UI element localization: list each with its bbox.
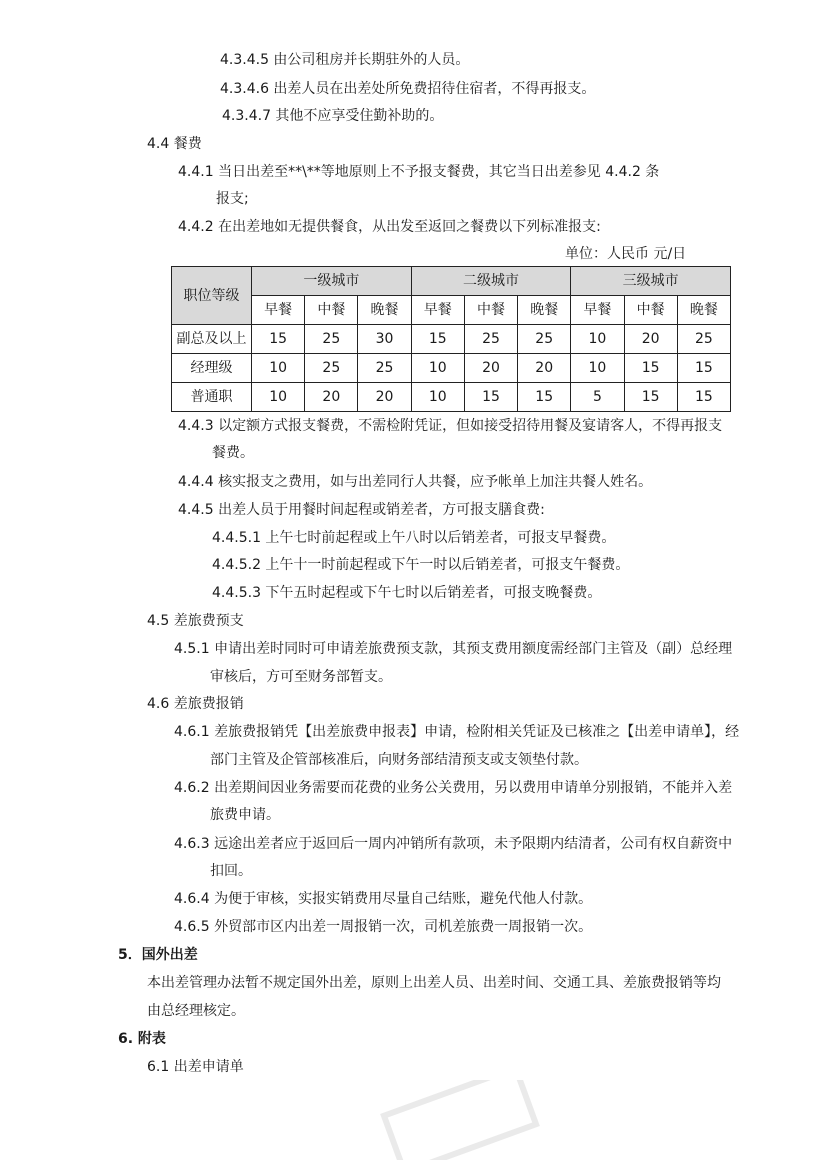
section-5-title: 5．国外出差 [118, 947, 198, 963]
table-row [172, 325, 731, 354]
table-row [172, 383, 731, 412]
table-cell: 20 [305, 383, 358, 412]
table-cell: 25 [518, 325, 571, 354]
clause-4-6-4: 4.6.4 为便于审核，实报实销费用尽量自己结账，避免代他人付款。 [174, 891, 593, 907]
clause-4-4-5: 4.4.5 出差人员于用餐时间起程或销差者，方可报支膳食费: [178, 502, 545, 518]
meal-header: 中餐 [464, 296, 517, 325]
section-5-body-line1: 本出差管理办法暂不规定国外出差，原则上出差人员、出差时间、交通工具、差旅费报销等均 [147, 975, 721, 991]
clause-4-5-1-line1: 4.5.1 申请出差时同时可申请差旅费预支款，其预支费用额度需经部门主管及（副）总经理 [174, 641, 733, 657]
meal-header: 中餐 [305, 296, 358, 325]
table-cell: 30 [358, 325, 411, 354]
clause-4-4-1-line2: 报支; [216, 191, 249, 207]
meal-header: 晚餐 [358, 296, 411, 325]
clause-4-3-4-6: 4.3.4.6 出差人员在出差处所免费招待住宿者，不得再报支。 [220, 81, 596, 97]
meal-allowance-table [171, 266, 731, 412]
clause-4-6-3-line1: 4.6.3 远途出差者应于返回后一周内冲销所有款项，未予限期内结清者，公司有权自薪资中 [174, 836, 733, 852]
table-cell: 15 [518, 383, 571, 412]
section-4-5-title: 4.5 差旅费预支 [147, 613, 244, 629]
table-row [172, 354, 731, 383]
city-header-tier1: 一级城市 [252, 267, 412, 296]
meal-header: 早餐 [571, 296, 624, 325]
clause-4-6-1-line2: 部门主管及企管部核准后，向财务部结清预支或支领垫付款。 [210, 752, 588, 768]
table-cell: 20 [358, 383, 411, 412]
table-cell: 15 [624, 354, 677, 383]
clause-4-4-1-line1: 4.4.1 当日出差至**\**等地原则上不予报支餐费，其它当日出差参见 4.4.2 条 [178, 164, 660, 180]
city-header-tier3: 三级城市 [571, 267, 731, 296]
section-6-title: 6. 附表 [118, 1031, 166, 1047]
clause-4-4-3-line2: 餐费。 [212, 445, 254, 461]
table-cell: 20 [624, 325, 677, 354]
clause-4-4-5-3: 4.4.5.3 下午五时起程或下午七时以后销差者，可报支晚餐费。 [212, 585, 602, 601]
clause-4-6-5: 4.6.5 外贸部市区内出差一周报销一次，司机差旅费一周报销一次。 [174, 919, 593, 935]
clause-4-6-2-line2: 旅费申请。 [210, 807, 280, 823]
table-cell: 10 [252, 383, 305, 412]
clause-4-4-3-line1: 4.4.3 以定额方式报支餐费，不需检附凭证，但如接受招待用餐及宴请客人，不得再报支 [178, 418, 723, 434]
table-cell: 15 [624, 383, 677, 412]
table-cell: 15 [252, 325, 305, 354]
meal-header: 中餐 [624, 296, 677, 325]
clause-4-6-2-line1: 4.6.2 出差期间因业务需要而花费的业务公关费用，另以费用申请单分别报销，不能并入差 [174, 780, 733, 796]
meal-header-row [172, 296, 731, 325]
table-cell: 25 [358, 354, 411, 383]
row-label: 副总及以上 [172, 325, 252, 354]
row-label: 普通职 [172, 383, 252, 412]
table-cell: 20 [464, 354, 517, 383]
table-cell: 25 [677, 325, 730, 354]
clause-4-6-1-line1: 4.6.1 差旅费报销凭【出差旅费申报表】申请，检附相关凭证及已核准之【出差申请单】，经 [174, 724, 740, 740]
table-cell: 20 [518, 354, 571, 383]
table-cell: 10 [411, 383, 464, 412]
meal-header: 晚餐 [677, 296, 730, 325]
meal-header: 早餐 [252, 296, 305, 325]
table-cell: 25 [305, 325, 358, 354]
clause-4-3-4-5: 4.3.4.5 由公司租房并长期驻外的人员。 [220, 52, 470, 68]
table-cell: 10 [571, 354, 624, 383]
clause-4-4-5-1: 4.4.5.1 上午七时前起程或上午八时以后销差者，可报支早餐费。 [212, 530, 616, 546]
table-cell: 5 [571, 383, 624, 412]
table-cell: 25 [305, 354, 358, 383]
city-header-tier2: 二级城市 [411, 267, 571, 296]
section-4-4-title: 4.4 餐费 [147, 136, 202, 152]
clause-4-4-5-2: 4.4.5.2 上午十一时前起程或下午一时以后销差者，可报支午餐费。 [212, 557, 630, 573]
table-cell: 15 [464, 383, 517, 412]
table-cell: 15 [677, 354, 730, 383]
table-cell: 10 [411, 354, 464, 383]
section-5-body-line2: 由总经理核定。 [147, 1003, 245, 1019]
clause-4-3-4-7: 4.3.4.7 其他不应享受住勤补助的。 [222, 108, 444, 124]
attachment-6-1: 6.1 出差申请单 [147, 1059, 244, 1075]
table-cell: 25 [464, 325, 517, 354]
table-cell: 10 [252, 354, 305, 383]
meal-header: 晚餐 [518, 296, 571, 325]
clause-4-5-1-line2: 审核后，方可至财务部暂支。 [210, 669, 392, 685]
table-cell: 10 [571, 325, 624, 354]
table-cell: 15 [677, 383, 730, 412]
section-4-6-title: 4.6 差旅费报销 [147, 696, 244, 712]
meal-header: 早餐 [411, 296, 464, 325]
clause-4-4-2: 4.4.2 在出差地如无提供餐食，从出发至返回之餐费以下列标准报支: [178, 219, 601, 235]
rank-header: 职位等级 [172, 267, 252, 325]
row-label: 经理级 [172, 354, 252, 383]
watermark-icon [380, 1080, 540, 1160]
clause-4-6-3-line2: 扣回。 [210, 863, 252, 879]
table-header-row [172, 267, 731, 296]
unit-label: 单位：人民币 元/日 [565, 246, 687, 262]
table-cell: 15 [411, 325, 464, 354]
clause-4-4-4: 4.4.4 核实报支之费用，如与出差同行人共餐，应予帐单上加注共餐人姓名。 [178, 474, 653, 490]
